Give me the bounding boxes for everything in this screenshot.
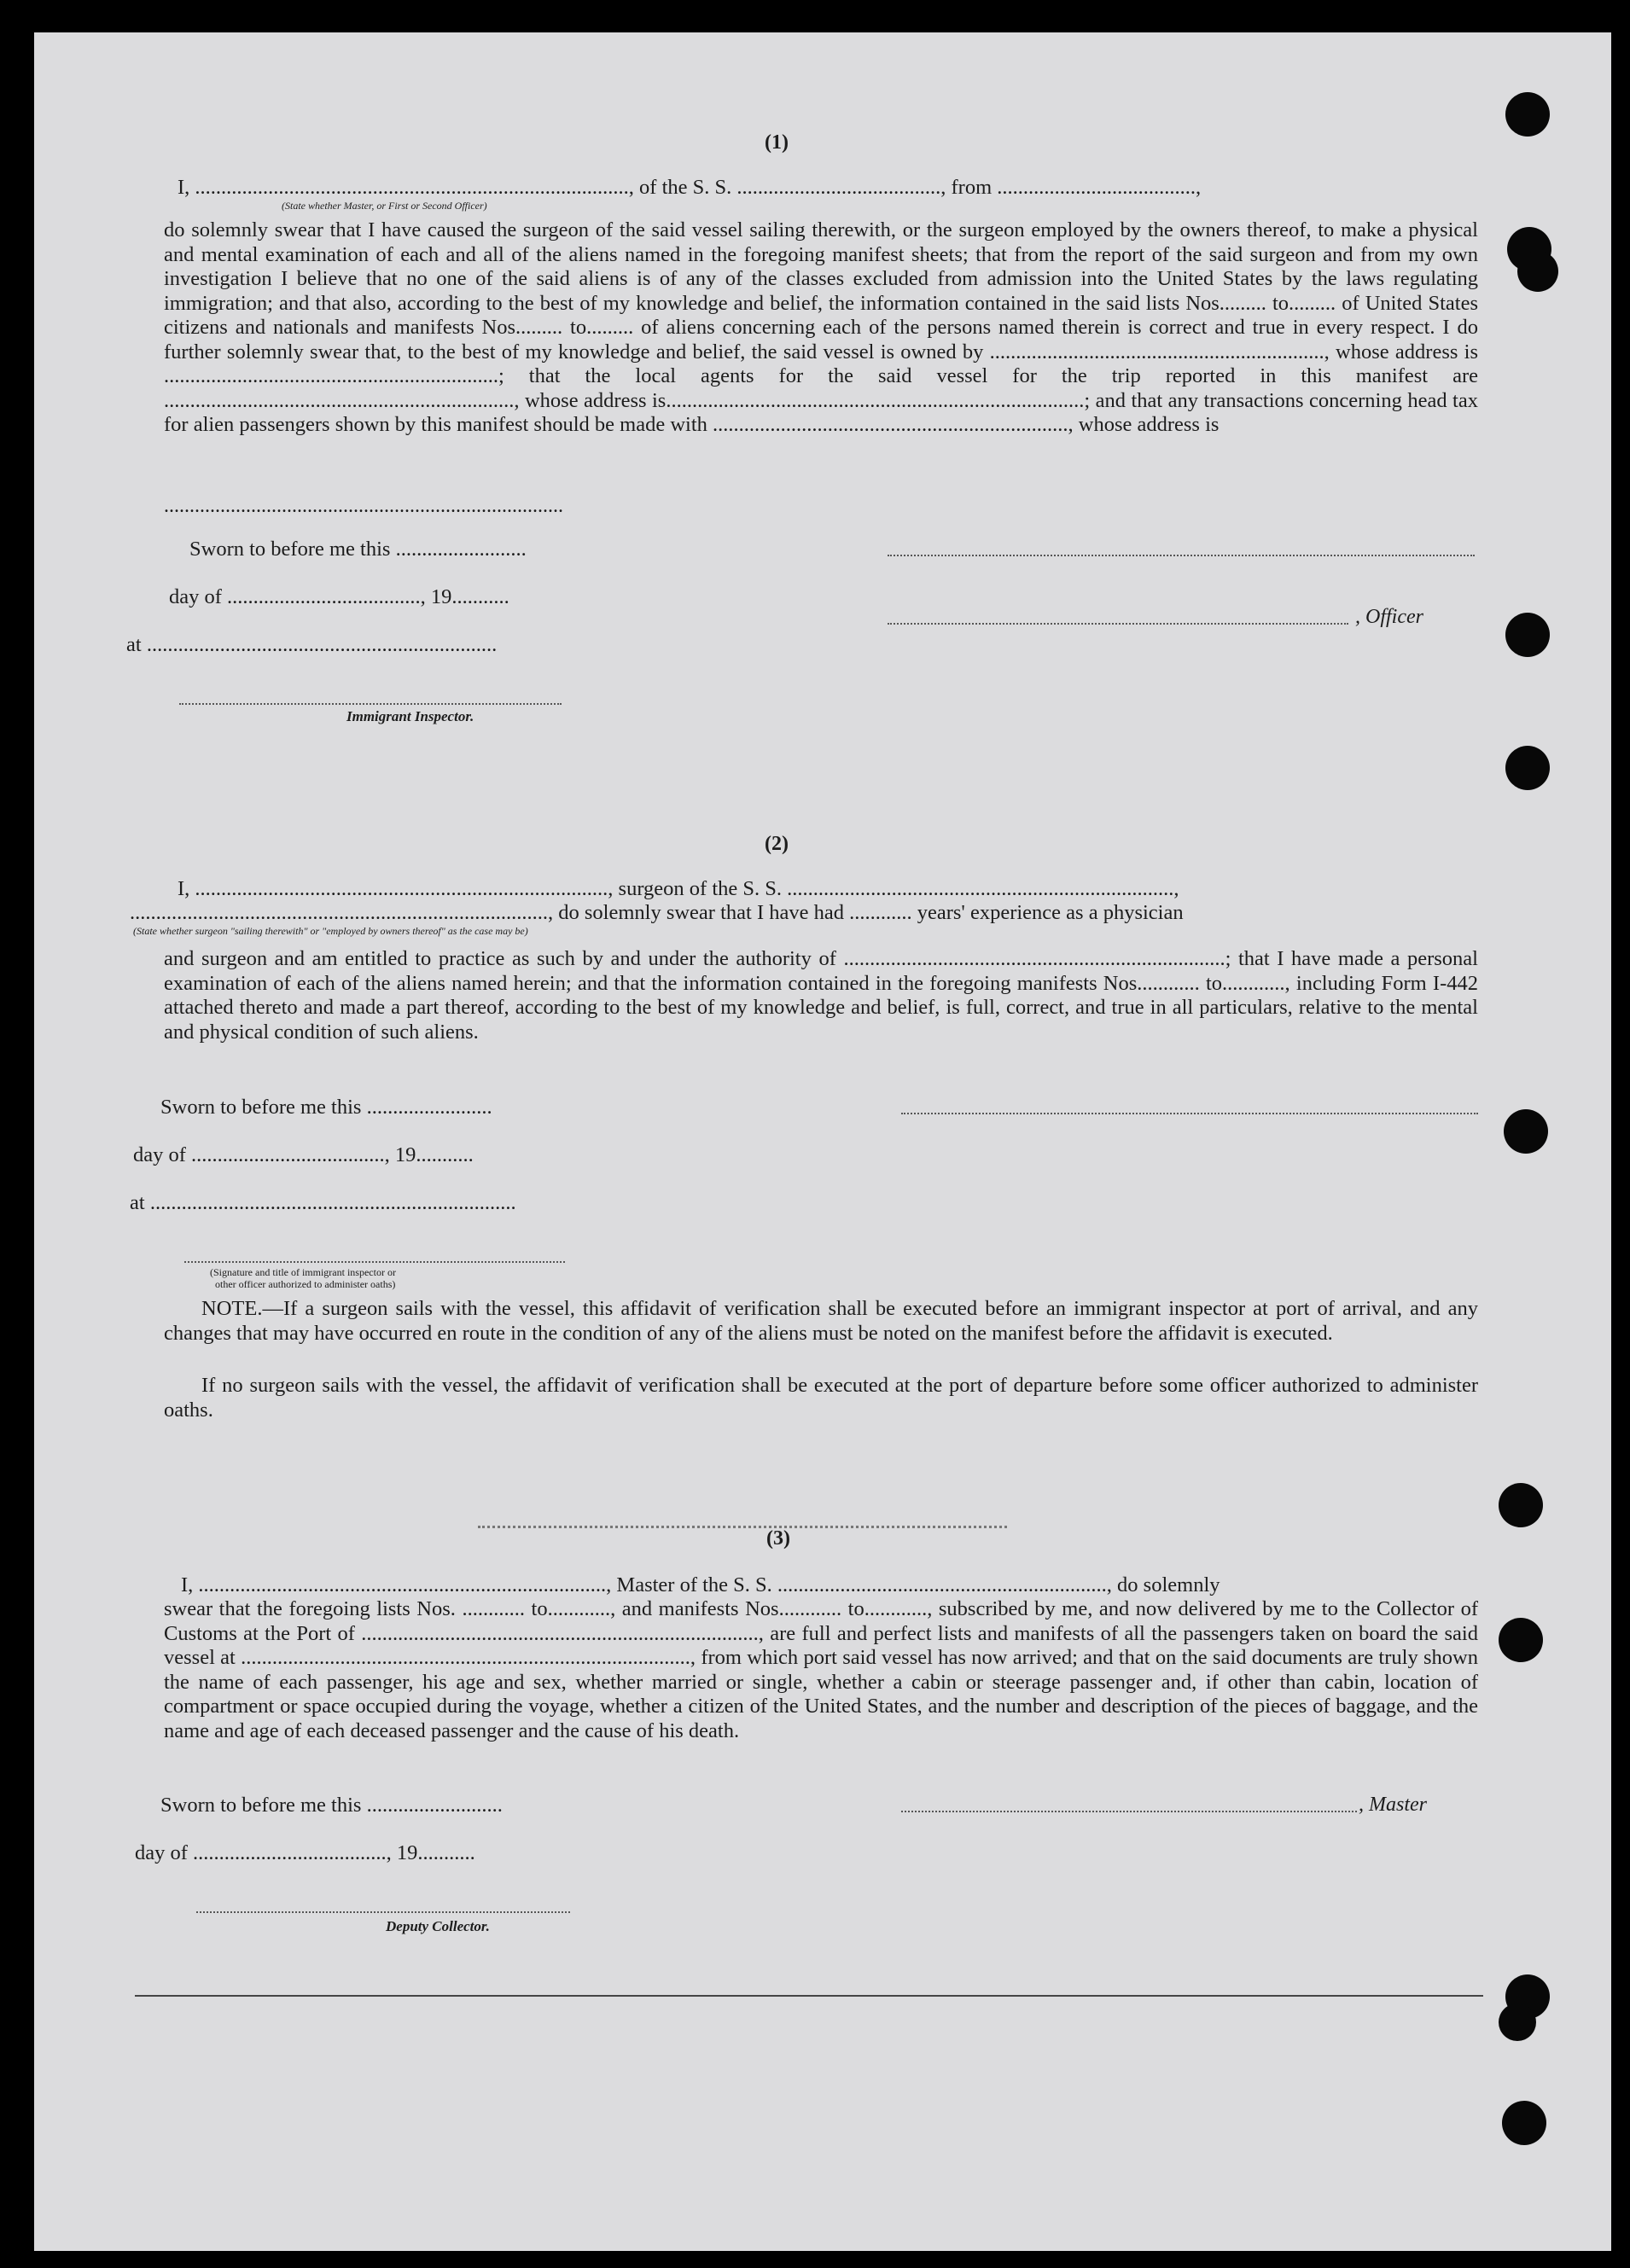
punch-hole xyxy=(1504,1109,1548,1154)
document-page xyxy=(34,32,1611,2251)
section-1-day-line xyxy=(169,585,509,609)
section-2-first-line xyxy=(178,877,1179,901)
sworn-label: Sworn to before me this xyxy=(189,538,391,561)
year-label: 19 xyxy=(396,1841,418,1864)
vessel-blank[interactable]: .........................................................................., xyxy=(787,877,1179,900)
punch-hole xyxy=(1499,1618,1543,1662)
punch-hole xyxy=(1502,2101,1546,2145)
master-label: , Master xyxy=(1359,1794,1427,1816)
do-solemnly-label: , do solemnly xyxy=(1106,1573,1220,1596)
immigrant-inspector-caption: Immigrant Inspector. xyxy=(346,708,474,724)
bottom-rule xyxy=(135,1995,1483,1997)
vessel-blank[interactable]: ....................................... xyxy=(736,176,941,199)
note-text: —If a surgeon sails with the vessel, this affidavit of verification shall be executed before an immigrant inspector at port of arrival, and any changes that may have occurred en route in the condition of any of the aliens must be noted on the manifest before the affidavit is executed. xyxy=(164,1297,1478,1345)
day-blank[interactable]: ....................................., xyxy=(227,585,426,608)
of-the-ss-label: , of the S. S. xyxy=(628,176,732,199)
hint-surgeon-type: (State whether surgeon "sailing therewith" or "employed by owners thereof" as the case may be) xyxy=(133,925,528,937)
collector-signature-line[interactable] xyxy=(196,1911,570,1913)
year-label: 19 xyxy=(394,1143,416,1166)
section-1-number: (1) xyxy=(765,131,789,154)
name-blank[interactable]: ................................................................................... xyxy=(195,176,629,199)
deputy-collector-caption: Deputy Collector. xyxy=(386,1918,490,1934)
signature-caption-line-2: other officer authorized to administer oaths) xyxy=(215,1278,396,1290)
section-1-at-line xyxy=(126,633,497,657)
officer-signature-line-1[interactable] xyxy=(888,555,1475,556)
punch-hole xyxy=(1517,251,1558,292)
day-blank[interactable]: ....................................., xyxy=(191,1143,390,1166)
year-label: 19 xyxy=(430,585,452,608)
at-label: at xyxy=(126,633,142,656)
surgeon-of-ss-label: , surgeon of the S. S. xyxy=(608,877,783,900)
day-of-label: day of xyxy=(135,1841,188,1864)
section-3-number: (3) xyxy=(766,1527,790,1550)
section-1-trailing-blank[interactable]: .............................................................................. xyxy=(164,495,563,517)
at-blank[interactable]: ................................................................... xyxy=(146,633,498,656)
punch-hole xyxy=(1505,746,1550,790)
surgeon-type-blank[interactable]: ................................................................................ xyxy=(130,901,548,924)
section-1-oath-text: do solemnly swear that I have caused the surgeon of the said vessel sailing therewith, or the surgeon employed by the owners thereof, to make a physical and mental examination of each and all of the aliens named in the foregoing manifest sheets; that from the report of the said surgeon and from my own investigation I believe that no one of the said aliens is of any of the classes excluded from admission into the United States by the laws regulating immigration; and that also, according to the best of my knowledge and belief, the information contained in the said lists Nos......... to......... of United States citizens and nationals and manifests Nos......... to......... of aliens concerning each of the persons named therein is correct and true in every respect. I do further solemnly swear that, to the best of my knowledge and belief, the said vessel is owned by ................................................................, whose address is ................................................................; that the local agents for the said vessel for the trip reported in this manifest are ..................................................................., whose address is................................................................................; and that any transactions concerning head tax for alien passengers shown by this manifest should be made with ...................................................................., whose address is xyxy=(164,218,1478,436)
section-3-first-line xyxy=(181,1573,1220,1597)
at-blank[interactable]: ...................................................................... xyxy=(149,1191,516,1214)
experience-text: , do solemnly swear that I have had ............ years' experience as a physician xyxy=(548,901,1184,924)
section-3-sworn-line xyxy=(160,1794,503,1817)
master-of-ss-label: , Master of the S. S. xyxy=(606,1573,772,1596)
year-blank[interactable]: ........... xyxy=(451,585,509,608)
punch-hole xyxy=(1505,613,1550,657)
pronoun-i: I, xyxy=(178,877,190,900)
pronoun-i: I, xyxy=(178,176,190,199)
punch-hole xyxy=(1505,92,1550,137)
sworn-blank[interactable]: ......................... xyxy=(395,538,527,561)
officer-signature-line-2[interactable] xyxy=(888,623,1348,625)
note-paragraph xyxy=(164,1297,1478,1346)
sworn-blank[interactable]: .......................... xyxy=(366,1794,503,1817)
day-blank[interactable]: ....................................., xyxy=(193,1841,392,1864)
at-label: at xyxy=(130,1191,145,1214)
sworn-blank[interactable]: ........................ xyxy=(366,1096,492,1119)
section-2-day-line xyxy=(133,1143,474,1167)
punch-hole xyxy=(1499,2003,1536,2041)
section-3-day-line xyxy=(135,1841,475,1865)
surgeon-name-blank[interactable]: ............................................................................... xyxy=(195,877,608,900)
signature-caption-line-1: (Signature and title of immigrant inspector or xyxy=(210,1266,396,1278)
year-blank[interactable]: ........... xyxy=(417,1841,475,1864)
section-3-oath-text: swear that the foregoing lists Nos. ............ to............, and manifests Nos............ to............, subscribed by me, and now delivered by me to the Collector of Customs at the Port of ............................................................................, are full and perfect lists and manifests of all the passengers taken on board the said vessel at ......................................................................................, from which port said vessel has now arrived; and that on the said documents are truly shown the name of each passenger, his age and sex, whether married or single, whether a cabin or steerage passenger and, if other than cabin, location of compartment or space occupied during the voyage, whether a citizen of the United States, and the number and description of the pieces of baggage, and the name and age of each deceased passenger and the cause of his death. xyxy=(164,1597,1478,1742)
punch-hole xyxy=(1499,1483,1543,1527)
section-1-first-line xyxy=(178,176,1201,200)
vessel-blank[interactable]: ............................................................... xyxy=(777,1573,1107,1596)
note-label: NOTE. xyxy=(201,1297,263,1320)
section-2-number: (2) xyxy=(765,833,789,855)
from-blank[interactable]: ......................................, xyxy=(997,176,1202,199)
section-1-sworn-line xyxy=(189,538,527,561)
section-2-second-line xyxy=(130,901,1184,925)
from-label: , from xyxy=(940,176,993,199)
note-paragraph-2: If no surgeon sails with the vessel, the affidavit of verification shall be executed at the port of departure before some officer authorized to administer oaths. xyxy=(164,1374,1478,1422)
inspector-signature-line[interactable] xyxy=(179,703,562,705)
administering-officer-signature-line[interactable] xyxy=(184,1261,565,1263)
officer-label: , Officer xyxy=(1355,606,1423,628)
section-2-sworn-line xyxy=(160,1096,492,1119)
surgeon-signature-line[interactable] xyxy=(901,1113,1478,1114)
master-signature-line[interactable] xyxy=(901,1811,1357,1812)
hint-master-officer: (State whether Master, or First or Second Officer) xyxy=(282,200,487,212)
section-2-oath-text: and surgeon and am entitled to practice as such by and under the authority of .........................................................................; that I have made a personal examination of each of the aliens named herein; and that the information contained in the foregoing manifests Nos............ to............, including Form I-442 attached thereto and made a part thereof, according to the best of my knowledge and belief, is full, correct, and true in all particulars, relative to the mental and physical condition of such aliens. xyxy=(164,947,1478,1044)
sworn-label: Sworn to before me this xyxy=(160,1096,362,1119)
pronoun-i: I, xyxy=(181,1573,194,1596)
day-of-label: day of xyxy=(169,585,222,608)
master-name-blank[interactable]: .............................................................................. xyxy=(198,1573,607,1596)
day-of-label: day of xyxy=(133,1143,186,1166)
year-blank[interactable]: ........... xyxy=(416,1143,474,1166)
sworn-label: Sworn to before me this xyxy=(160,1794,362,1817)
section-2-at-line xyxy=(130,1191,516,1215)
